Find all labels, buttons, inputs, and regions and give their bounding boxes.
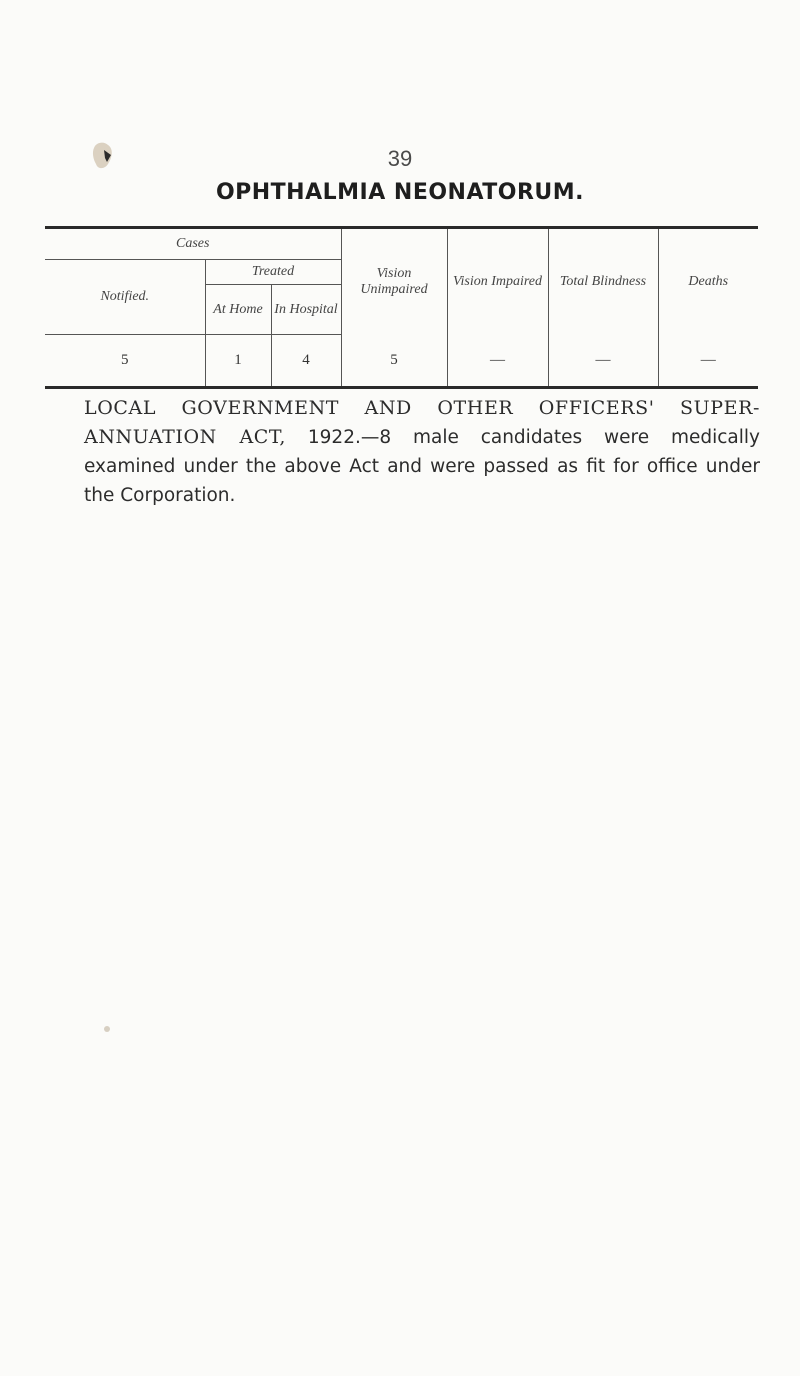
- table-row: [45, 335, 758, 388]
- header-vision-impaired: Vision Impaired: [447, 228, 548, 335]
- statistics-table: [45, 226, 758, 389]
- paper-speck: [104, 1026, 110, 1032]
- page-number: 39: [387, 146, 413, 171]
- cell-total-blindness: —: [548, 335, 658, 388]
- header-at-home: At Home: [205, 285, 271, 335]
- cell-at-home: 1: [205, 335, 271, 388]
- cell-in-hospital: 4: [271, 335, 341, 388]
- cell-deaths: —: [658, 335, 758, 388]
- header-total-blindness: Total Blindness: [548, 228, 658, 335]
- body-paragraph: [84, 394, 760, 510]
- header-vision-unimpaired: Vision Unimpaired: [341, 228, 447, 335]
- page-title: OPHTHALMIA NEONATORUM.: [215, 180, 585, 205]
- header-cases: Cases: [45, 228, 341, 260]
- cell-vision-impaired: —: [447, 335, 548, 388]
- header-in-hospital: In Hospital: [271, 285, 341, 335]
- cell-notified: 5: [121, 352, 129, 368]
- header-notified: Notified.: [45, 260, 205, 335]
- paragraph-lead-heading: LOCAL GOVERNMENT AND OTHER OFFICERS' SUPER-ANNUATION ACT,: [84, 397, 760, 448]
- cell-vision-unimpaired: 5: [341, 335, 447, 388]
- header-deaths: Deaths: [658, 228, 758, 335]
- header-treated: Treated: [205, 260, 341, 285]
- paragraph-body-text: 1922.—8 male candidates were medically examined under the above Act and were passed as fit for office under the Corporation.: [84, 427, 760, 506]
- ink-blot-icon: [90, 140, 116, 172]
